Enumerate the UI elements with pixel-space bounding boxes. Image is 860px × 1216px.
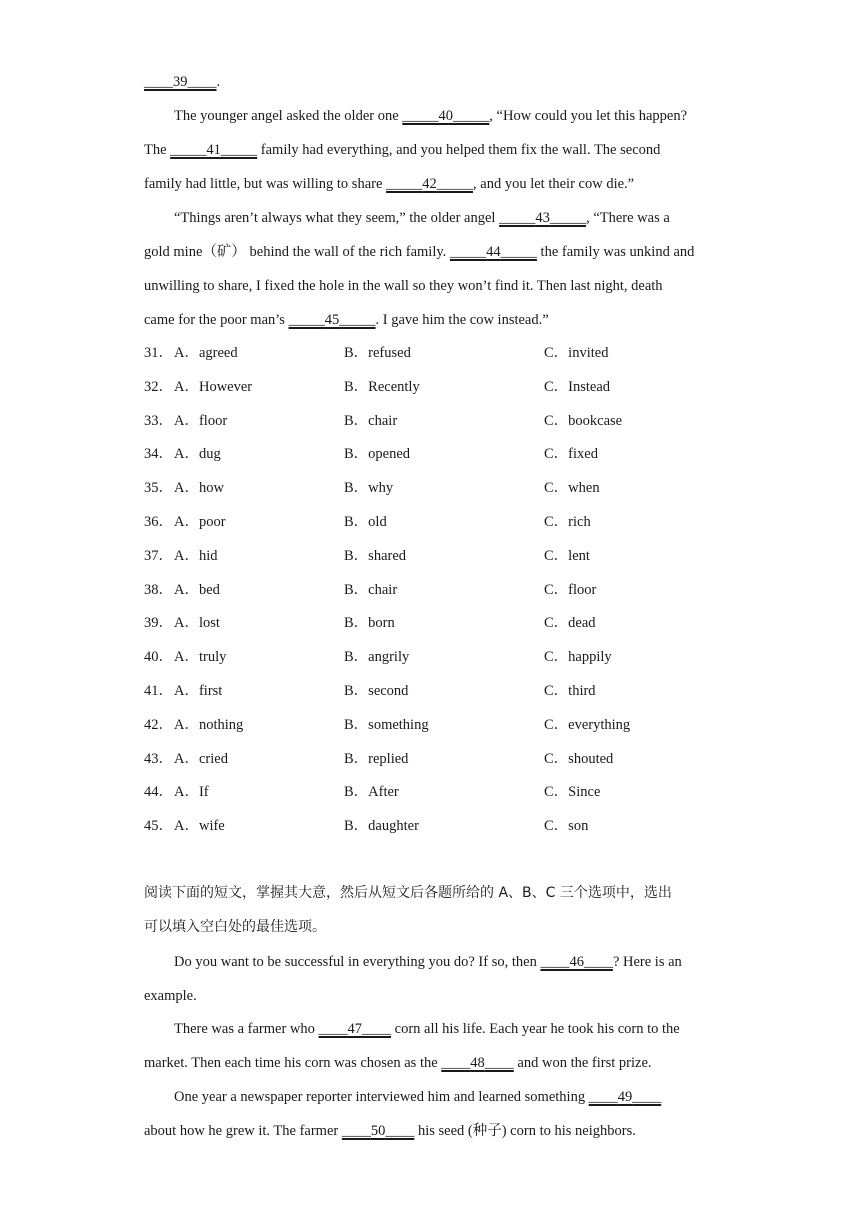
question-number: 33． [144, 413, 173, 429]
option-b[interactable]: B．something [344, 717, 429, 733]
answer-blank[interactable]: ____47____ [318, 1021, 392, 1037]
option-a[interactable]: A．cried [174, 751, 228, 767]
question-number: 45． [144, 818, 173, 834]
question-row [144, 681, 724, 701]
answer-blank[interactable]: ____46____ [540, 954, 613, 970]
option-a[interactable]: A．how [174, 480, 224, 496]
option-c[interactable]: C．rich [544, 514, 591, 530]
option-c[interactable]: C．fixed [544, 446, 598, 462]
option-c[interactable]: C．bookcase [544, 413, 623, 429]
option-b[interactable]: B．daughter [344, 818, 419, 834]
question-row [144, 512, 724, 532]
answer-blank[interactable]: _____45_____ [288, 312, 376, 328]
option-a[interactable]: A．first [174, 683, 223, 699]
option-b[interactable]: B．old [344, 514, 387, 530]
option-c[interactable]: C．lent [544, 548, 590, 564]
question-number: 44． [144, 784, 173, 800]
section-instructions: 阅读下面的短文，掌握其大意，然后从短文后各题所给的 A、B、C 三个选项中，选出 [144, 885, 672, 901]
answer-blank[interactable]: ____49____ [588, 1089, 662, 1105]
option-b[interactable]: B．opened [344, 446, 411, 462]
passage-line: market. Then each time his corn was chosen as the ____48____ and won the first prize. [144, 1055, 652, 1071]
question-number: 36． [144, 514, 173, 530]
passage-line: gold mine（矿） behind the wall of the rich family. _____44_____ the family was unkind and [144, 244, 695, 260]
option-b[interactable]: B．Recently [344, 379, 420, 395]
passage-line: came for the poor man’s _____45_____. I gave him the cow instead.” [144, 312, 549, 328]
passage-line: The _____41_____ family had everything, and you helped them fix the wall. The second [144, 142, 661, 158]
question-row [144, 749, 724, 769]
option-b[interactable]: B．chair [344, 582, 398, 598]
option-c[interactable]: C．third [544, 683, 596, 699]
option-a[interactable]: A．floor [174, 413, 228, 429]
question-row [144, 377, 724, 397]
question-row [144, 715, 724, 735]
option-b[interactable]: B．refused [344, 345, 411, 361]
option-c[interactable]: C．happily [544, 649, 612, 665]
option-a[interactable]: A．hid [174, 548, 218, 564]
option-c[interactable]: C．shouted [544, 751, 614, 767]
option-a[interactable]: A．poor [174, 514, 226, 530]
question-number: 31． [144, 345, 173, 361]
option-c[interactable]: C．everything [544, 717, 631, 733]
option-c[interactable]: C．invited [544, 345, 609, 361]
passage-line: ____39____. [144, 74, 221, 90]
question-row [144, 343, 724, 363]
question-number: 39． [144, 615, 173, 631]
answer-blank[interactable]: _____44_____ [449, 244, 537, 260]
option-a[interactable]: A．lost [174, 615, 220, 631]
option-c[interactable]: C．when [544, 480, 600, 496]
option-b[interactable]: B．angrily [344, 649, 410, 665]
question-row [144, 444, 724, 464]
passage-line: unwilling to share, I fixed the hole in the wall so they won’t find it. Then last night, death [144, 278, 663, 294]
question-number: 34． [144, 446, 173, 462]
option-a[interactable]: A．agreed [174, 345, 238, 361]
passage-line: Do you want to be successful in everything you do? If so, then ____46____? Here is an [174, 954, 682, 970]
answer-blank[interactable]: ____48____ [441, 1055, 514, 1071]
option-a[interactable]: A．truly [174, 649, 227, 665]
question-row [144, 613, 724, 633]
question-number: 35． [144, 480, 173, 496]
question-number: 37． [144, 548, 173, 564]
section-instructions: 可以填入空白处的最佳选项。 [144, 919, 326, 935]
option-b[interactable]: B．shared [344, 548, 407, 564]
answer-blank[interactable]: _____40_____ [402, 108, 490, 124]
option-a[interactable]: A．However [174, 379, 253, 395]
question-number: 43． [144, 751, 173, 767]
answer-blank[interactable]: _____43_____ [499, 210, 587, 226]
question-number: 41． [144, 683, 173, 699]
option-b[interactable]: B．chair [344, 413, 398, 429]
question-row [144, 478, 724, 498]
answer-blank[interactable]: _____41_____ [170, 142, 258, 158]
question-row [144, 580, 724, 600]
option-c[interactable]: C．Since [544, 784, 601, 800]
passage-line: about how he grew it. The farmer ____50____ his seed (种子) corn to his neighbors. [144, 1123, 636, 1139]
option-b[interactable]: B．second [344, 683, 409, 699]
option-c[interactable]: C．dead [544, 615, 596, 631]
option-b[interactable]: B．born [344, 615, 395, 631]
option-c[interactable]: C．son [544, 818, 589, 834]
passage-line: “Things aren’t always what they seem,” the older angel _____43_____, “There was a [174, 210, 670, 226]
question-number: 42． [144, 717, 173, 733]
answer-blank[interactable]: ____39____ [144, 74, 217, 90]
passage-line: The younger angel asked the older one _____40_____, “How could you let this happen? [174, 108, 688, 124]
option-a[interactable]: A．wife [174, 818, 225, 834]
option-a[interactable]: A．dug [174, 446, 221, 462]
question-row [144, 411, 724, 431]
passage-line: family had little, but was willing to share _____42_____, and you let their cow die.” [144, 176, 635, 192]
question-number: 32． [144, 379, 173, 395]
question-row [144, 546, 724, 566]
option-c[interactable]: C．Instead [544, 379, 611, 395]
question-row [144, 816, 724, 836]
option-b[interactable]: B．why [344, 480, 394, 496]
passage-line: One year a newspaper reporter interviewed him and learned something ____49____ [174, 1089, 662, 1105]
passage-line: example. [144, 988, 197, 1004]
question-row [144, 782, 724, 802]
option-b[interactable]: B．replied [344, 751, 409, 767]
answer-blank[interactable]: _____42_____ [386, 176, 474, 192]
question-row [144, 647, 724, 667]
answer-blank[interactable]: ____50____ [341, 1123, 415, 1139]
option-a[interactable]: A．nothing [174, 717, 244, 733]
question-number: 40． [144, 649, 173, 665]
question-number: 38． [144, 582, 173, 598]
option-c[interactable]: C．floor [544, 582, 597, 598]
option-a[interactable]: A．If [174, 784, 209, 800]
passage-line: There was a farmer who ____47____ corn all his life. Each year he took his corn to the [174, 1021, 680, 1037]
option-b[interactable]: B．After [344, 784, 399, 800]
option-a[interactable]: A．bed [174, 582, 220, 598]
